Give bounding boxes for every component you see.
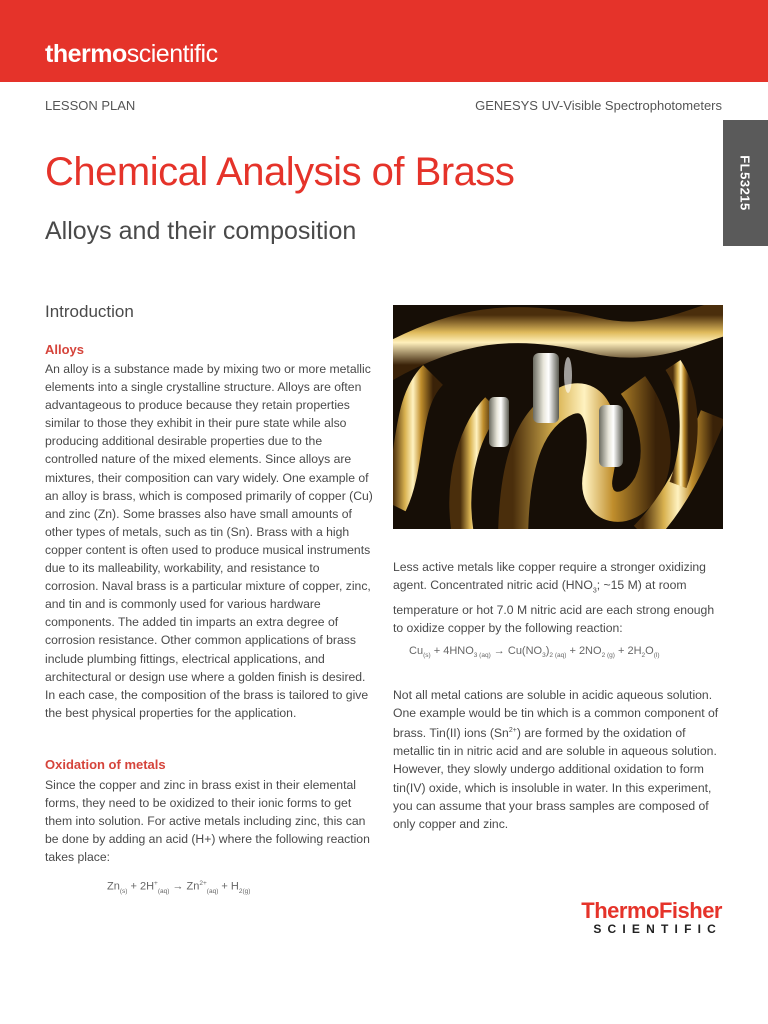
copper-oxidation-paragraph: Less active metals like copper require a stronger oxidizing agent. Concentrated nitric acid ($HNO_3$; ~15 M) at room temperature or hot 7.0 M nitric acid are each strong enough to oxidize copper by the following reaction: [393,560,715,635]
doc-code-tab [723,120,768,246]
section-heading-introduction: Introduction [45,302,134,321]
page-subtitle: Alloys and their composition [45,217,357,245]
oxidation-paragraph: Since the copper and zinc in brass exist in their elemental forms, they need to be oxidized to their ionic forms to get them into solution. For active metals including zinc, this can be done by adding an acid (H+) where the following reaction takes place: [45,778,370,865]
product-label: GENESYS UV-Visible Spectrophotometers [475,98,722,113]
tuba-illustration [393,305,723,529]
subheading-alloys: Alloys [45,342,85,357]
thermofisher-logo-subtext: SCIENTIFIC [593,922,722,936]
thermofisher-logo: ThermoFisher [581,898,722,923]
page-title: Chemical Analysis of Brass [45,150,515,194]
header-bar [0,0,768,82]
alloys-paragraph: An alloy is a substance made by mixing two or more metallic elements into a single crystalline structure. Alloys are often advantageous to produce because they retain properties similar to those they exhibit in their pure state while also producing additional desirable properties due to the controlled nature of the mixed elements. Since alloys are mixtures, their composition can vary widely. One example of an alloy is brass, which is composed primarily of copper (Cu) and zinc (Zn). Some brasses also have small amounts of other types of metals, such as tin (Sn). Brass with a high copper content is often used to produce musical instruments due to its malleability, workability, and resistance to corrosion. Naval brass is a particular mixture of copper, zinc, and tin and is commonly used for various hardware components. The added tin imparts an extra degree of corrosion resistance. Other common applications of brass include plumbing fittings, electrical applications, and architectural or design use where a golden finish is desired. In each case, the composition of the brass is tailored to give the best physical properties for the application. [45,362,373,720]
doc-code: FL53215 [737,155,753,211]
subheading-oxidation: Oxidation of metals [45,757,166,772]
copper-reaction-equation: $Cu_{(s)} + 4HNO_{3 (aq)} \to Cu(NO_3)_{2 (aq)} + 2NO_{2 (g)} + 2H_2O_{(l)}$ [409,645,660,660]
brand-logo: thermoscientific [45,40,218,68]
brass-instrument-photo [393,305,723,529]
doc-type-label: LESSON PLAN [45,98,136,113]
zinc-reaction-equation: $Zn_{(s)} + 2H^+_{(aq)} \to Zn^{2+}_{(aq)} + H_{2(g)}$ [107,880,251,895]
tin-solubility-paragraph: Not all metal cations are soluble in acidic aqueous solution. One example would be tin which is a common component of brass. Tin(II) ions $(Sn^{2+})$ are formed by the oxidation of metallic tin in nitric acid and are soluble in aqueous solution. However, they slowly undergo additional oxidation to form tin(IV) oxide, which is insoluble in water. In this experiment, you can assume that your brass samples are composed of only copper and zinc. [393,688,719,831]
